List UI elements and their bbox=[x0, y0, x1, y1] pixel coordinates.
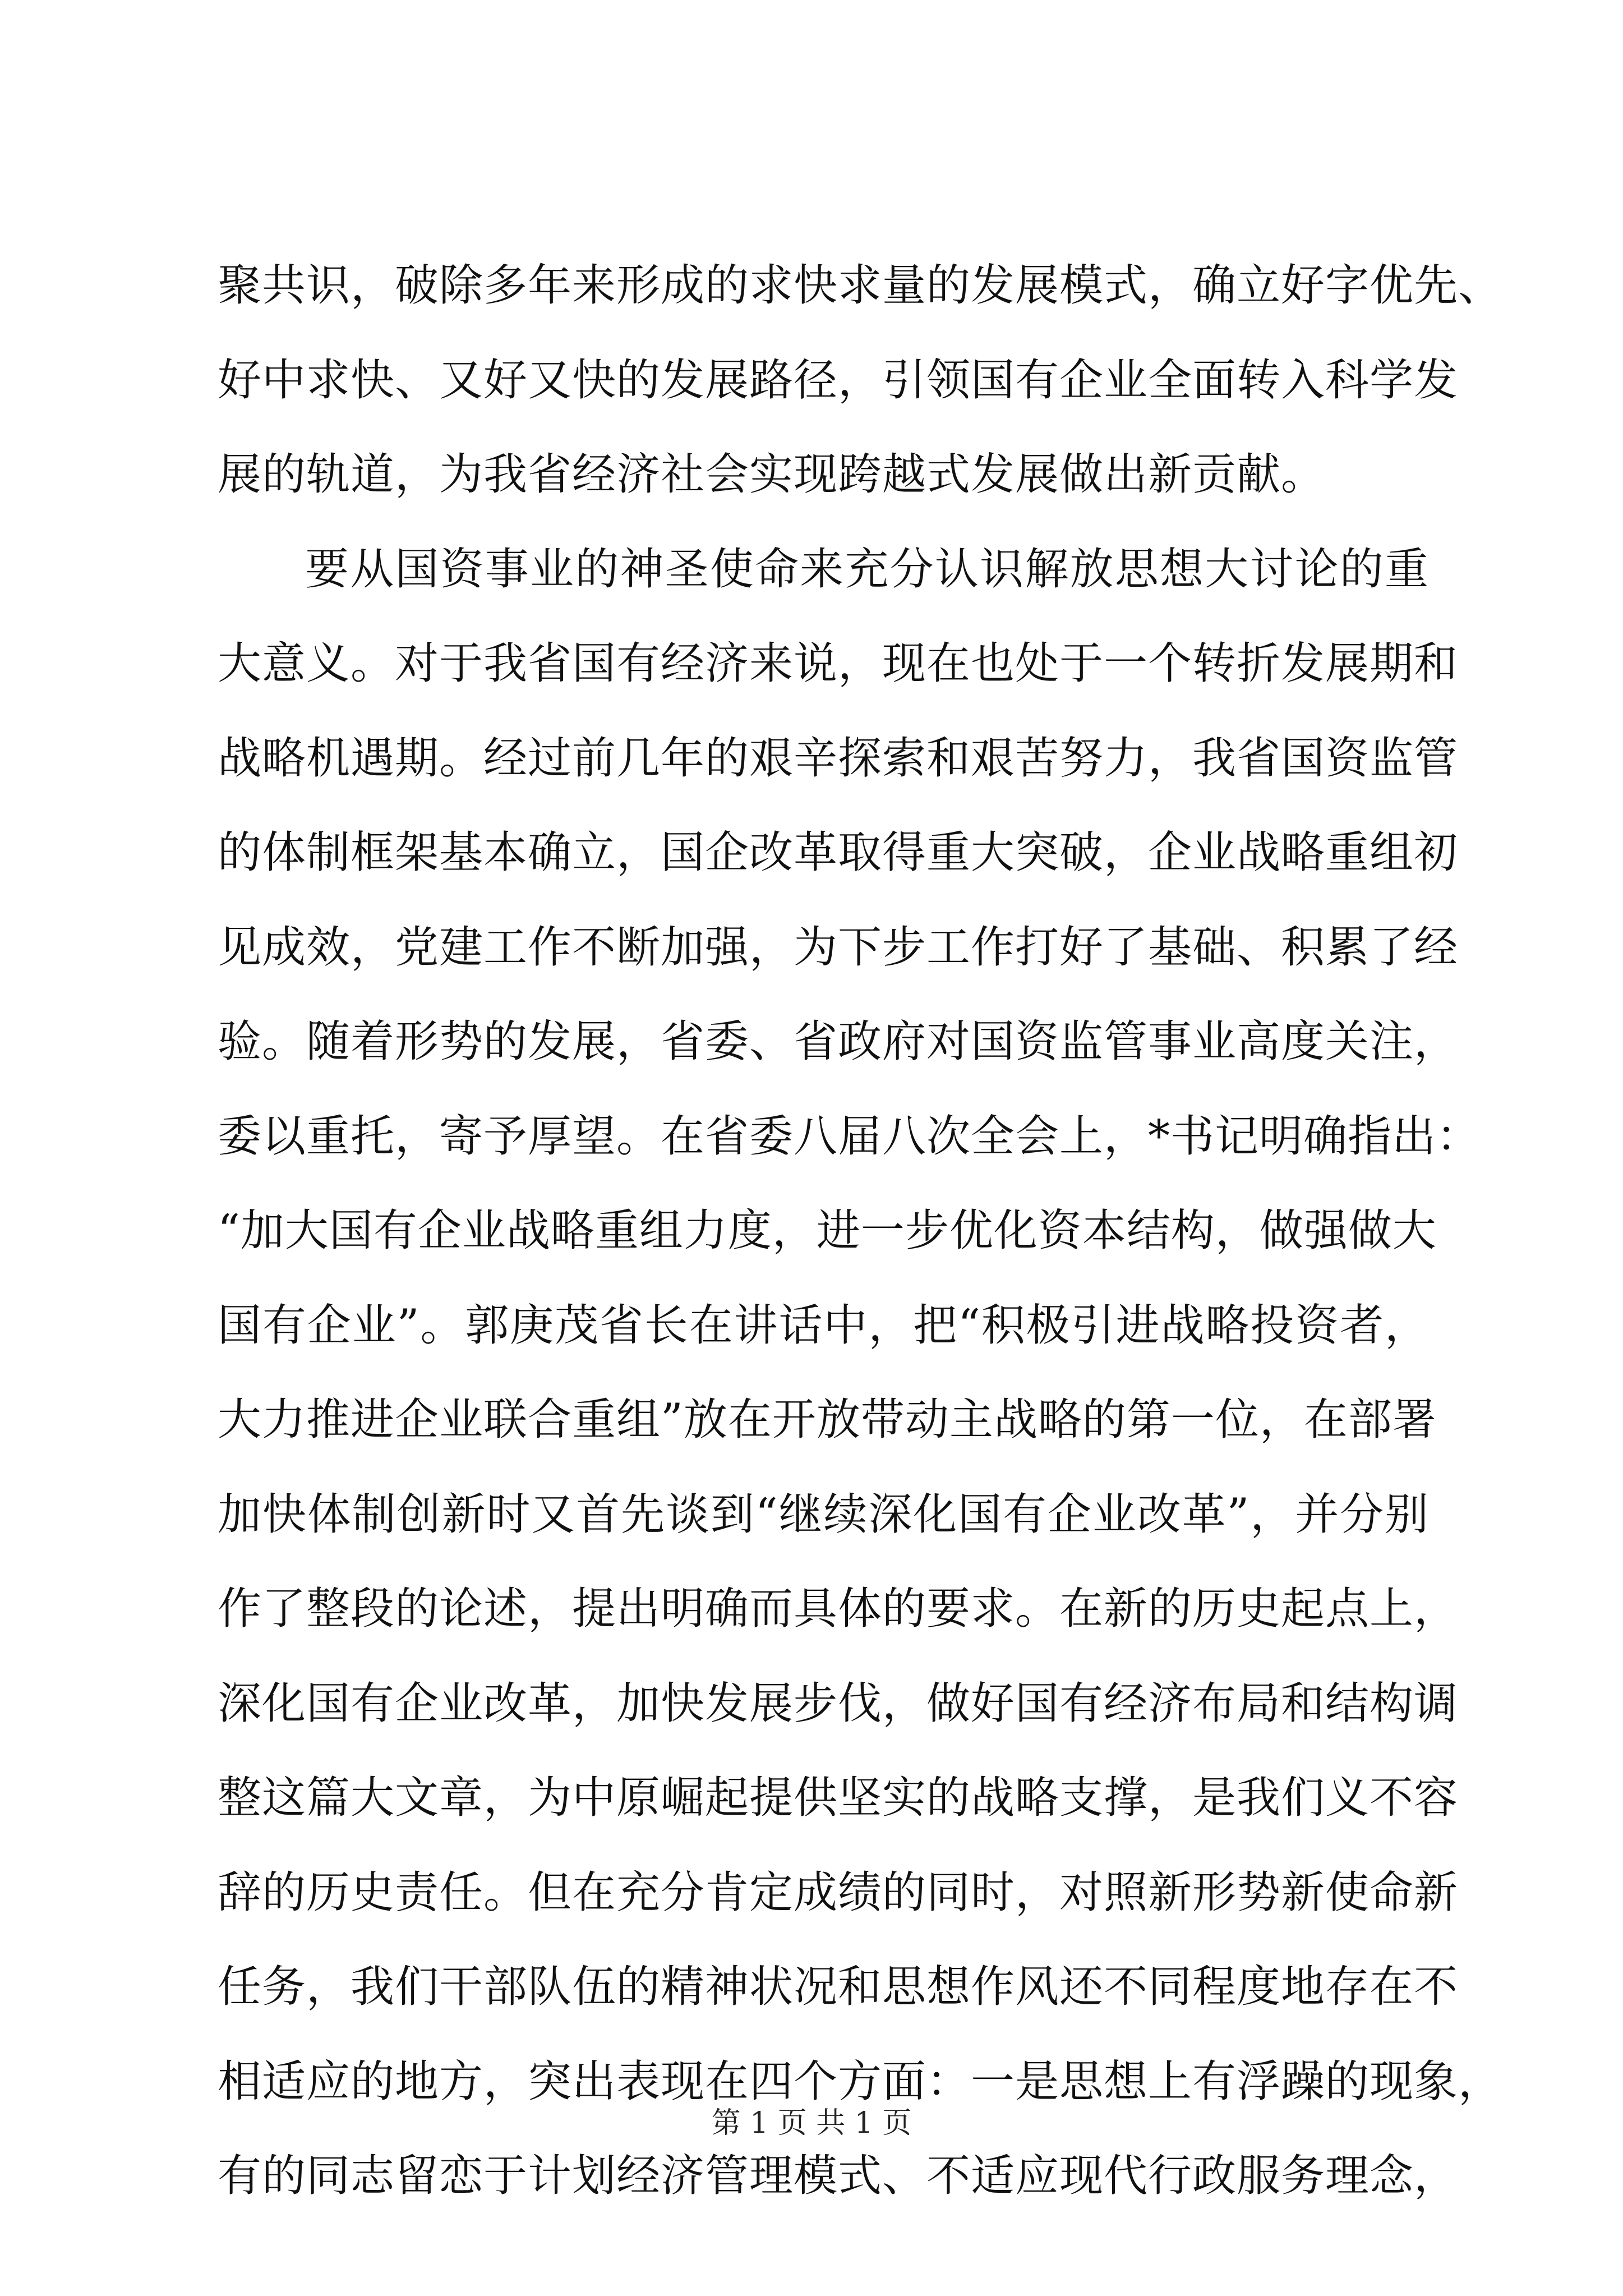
text-line: 深化国有企业改革，加快发展步伐，做好国有经济布局和结构调 bbox=[218, 1678, 1459, 1729]
text-line: 辞的历史责任。但在充分肯定成绩的同时，对照新形势新使命新 bbox=[218, 1867, 1459, 1918]
text-line: 整这篇大文章，为中原崛起提供坚实的战略支撑，是我们义不容 bbox=[218, 1773, 1459, 1823]
text-line: 验。随着形势的发展，省委、省政府对国资监管事业高度关注， bbox=[218, 1016, 1459, 1067]
text-line: 委以重托，寄予厚望。在省委八届八次全会上，*书记明确指出： bbox=[218, 1111, 1481, 1162]
text-line: 好中求快、又好又快的发展路径，引领国有企业全面转入科学发 bbox=[218, 355, 1459, 406]
document-body bbox=[218, 238, 1503, 2224]
text-line: 国有企业”。郭庚茂省长在讲话中，把“积极引进战略投资者， bbox=[218, 1300, 1429, 1351]
text-line: 战略机遇期。经过前几年的艰辛探索和艰苦努力，我省国资监管 bbox=[218, 733, 1459, 784]
text-line: 大意义。对于我省国有经济来说，现在也处于一个转折发展期和 bbox=[218, 638, 1459, 689]
text-line: 见成效，党建工作不断加强，为下步工作打好了基础、积累了经 bbox=[218, 922, 1459, 973]
paragraph-first-line: 要从国资事业的神圣使命来充分认识解放思想大讨论的重 bbox=[305, 544, 1429, 595]
text-line: “加大国有企业战略重组力度，进一步优化资本结构，做强做大 bbox=[218, 1205, 1437, 1256]
text-line: 任务，我们干部队伍的精神状况和思想作风还不同程度地存在不 bbox=[218, 1962, 1459, 2012]
text-line: 展的轨道，为我省经济社会实现跨越式发展做出新贡献。 bbox=[218, 449, 1326, 500]
text-line: 加快体制创新时又首先谈到“继续深化国有企业改革”，并分别 bbox=[218, 1489, 1429, 1540]
page-number-footer: 第 1 页 共 1 页 bbox=[711, 2106, 912, 2140]
text-line: 相适应的地方，突出表现在四个方面：一是思想上有浮躁的现象， bbox=[218, 2056, 1503, 2107]
text-line: 的体制框架基本确立，国企改革取得重大突破，企业战略重组初 bbox=[218, 827, 1459, 878]
text-line: 聚共识，破除多年来形成的求快求量的发展模式，确立好字优先、 bbox=[218, 260, 1503, 311]
text-line: 有的同志留恋于计划经济管理模式、不适应现代行政服务理念， bbox=[218, 2151, 1459, 2201]
text-line: 作了整段的论述，提出明确而具体的要求。在新的历史起点上， bbox=[218, 1584, 1459, 1634]
text-line: 大力推进企业联合重组”放在开放带动主战略的第一位，在部署 bbox=[218, 1395, 1437, 1445]
